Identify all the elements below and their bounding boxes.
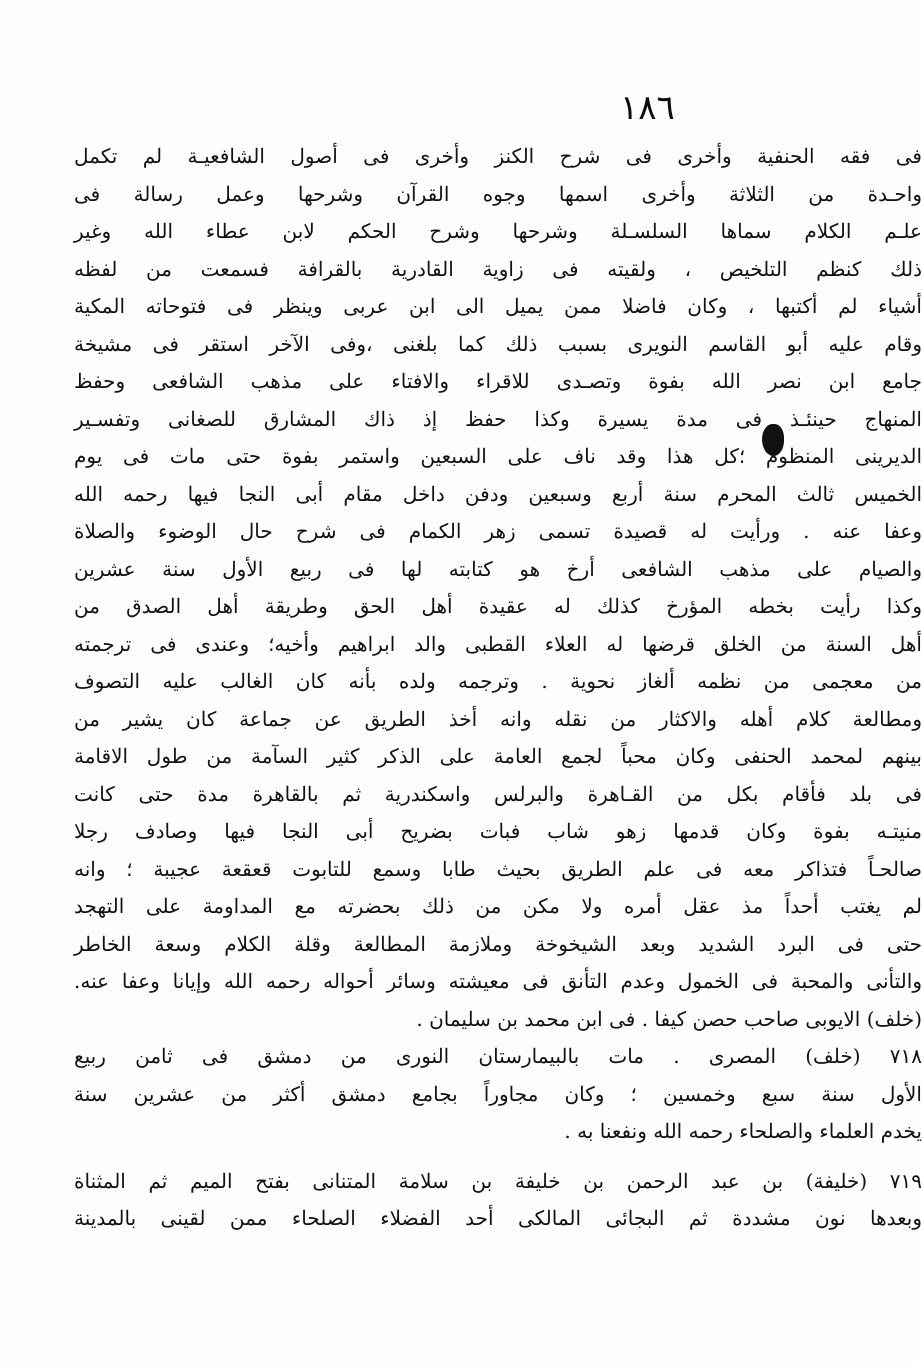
entry-line: ٧١٨ (خلف) المصرى . مات بالبيمارستان النورى من دمشق فى ثامن ربيع bbox=[74, 1044, 922, 1068]
text-line: علـم الكلام سماها السلسـلة وشرحها وشرح الحكم لابن عطاء الله وغير bbox=[74, 219, 922, 243]
text-line: فى بلد فأقام بكل من القـاهرة والبرلس واسكندرية ثم بالقاهرة مدة حتى كانت bbox=[74, 781, 922, 806]
text-line: جامع ابن نصر الله بفوة وتصـدى للاقراء والافتاء على مذهب الشافعى وحفظ bbox=[74, 369, 922, 393]
text-line: أهل السنة من الخلق قرضها له العلاء القطبى والد ابراهيم وأخيه؛ وعندى فى ترجمته bbox=[74, 631, 922, 656]
text-line: بينهم لمحمد الحنفى وكان محباً لجمع العامة على الذكر كثير السآمة من طول الاقامة bbox=[74, 744, 922, 768]
text-line: ذلك كنظم التلخيص ، ولقيته فى زاوية القادرية بالقرافة فسمعت من لفظه bbox=[74, 256, 922, 281]
text-line: فى فقه الحنفية وأخرى فى شرح الكنز وأخرى فى أصول الشافعيـة لم تكمل bbox=[74, 144, 922, 168]
text-line: وقام عليه أبو القاسم النويرى بسبب ذلك كما بلغنى ،وفى الآخر استقر فى مشيخة bbox=[74, 331, 922, 356]
text-line: حتى فى البرد الشديد وبعد الشيخوخة وملازمة المطالعة وقلة الكلام وسعة الخاطر bbox=[74, 931, 922, 956]
text-line: والصيام على مذهب الشافعى أرخ هو كتابته لها فى ربيع الأول سنة عشرين bbox=[74, 556, 922, 581]
text-line: واحـدة من الثلاثة وأخرى اسمها وجوه القرآن وشرحها وعمل رسالة فى bbox=[74, 181, 922, 206]
body-text bbox=[62, 138, 922, 1238]
text-line: الخميس ثالث المحرم سنة أربع وسبعين ودفن داخل مقام أبى النجا فيها رحمه الله bbox=[74, 481, 922, 506]
text-line: يخدم العلماء والصلحاء رحمه الله ونفعنا به . bbox=[564, 1119, 922, 1143]
text-line: ومطالعة كلام أهله والاكثار من نقله وانه أخذ الطريق عن جماعة كان يشير من bbox=[74, 706, 922, 731]
text-line: أشياء لم أكتبها ، وكان فاضلا ممن يميل الى ابن عربى وينظر فى فتوحاته المكية bbox=[74, 294, 922, 318]
entry-line: ٧١٩ (خليفة) بن عبد الرحمن بن خليفة بن سلامة المتنانى بفتح الميم ثم المثناة bbox=[74, 1168, 922, 1193]
text-line: الديرينى المنظوم ؛كل هذا وقد ناف على السبعين واستمر بفوة حتى مات فى يوم bbox=[74, 444, 922, 468]
text-line: منيتـه بفوة وكان قدمها زهو شاب فبات بضريح أبى النجا فيها وصادف رجلا bbox=[74, 819, 922, 843]
text-line: المنهاج حينئـذ فى مدة يسيرة وكذا حفظ إذ ذاك المشارق للصغانى وتفسـير bbox=[74, 406, 922, 431]
text-line: وبعدها نون مشددة ثم البجائى المالكى أحد الفضلاء الصلحاء ممن لقينى بالمدينة bbox=[74, 1206, 922, 1230]
text-line: الأول سنة سبع وخمسين ؛ وكان مجاوراً بجامع دمشق أكثر من عشرين سنة bbox=[74, 1081, 922, 1106]
text-line: صالحـاً فتذاكر معه فى علم الطريق بحيث طابا وسمع للتابوت قعقعة عجيبة ؛ وانه bbox=[74, 856, 922, 881]
entry-line: (خلف) الايوبى صاحب حصن كيفا . فى ابن محمد بن سليمان . bbox=[416, 1006, 922, 1031]
page-number: ١٨٦ bbox=[620, 88, 675, 128]
text-line: والتأنى والمحبة فى الخمول وعدم التأنق فى معيشته وسائر أحواله رحمه الله وإيانا وعفا عنه. bbox=[74, 969, 922, 993]
text-line: وكذا رأيت بخطه المؤرخ كذلك له عقيدة أهل الحق وطريقة أهل الصدق من bbox=[74, 594, 922, 618]
text-line: من معجمى من نظمه ألغاز نحوية . وترجمه ولده بأنه كان الغالب عليه التصوف bbox=[74, 669, 922, 693]
text-line: وعفا عنه . ورأيت له قصيدة تسمى زهر الكمام فى شرح حال الوضوء والصلاة bbox=[74, 519, 922, 543]
text-line: لم يغتب أحداً مذ عقل أمره ولا مكن من ذلك بحضرته مع المداومة على التهجد bbox=[74, 894, 922, 918]
